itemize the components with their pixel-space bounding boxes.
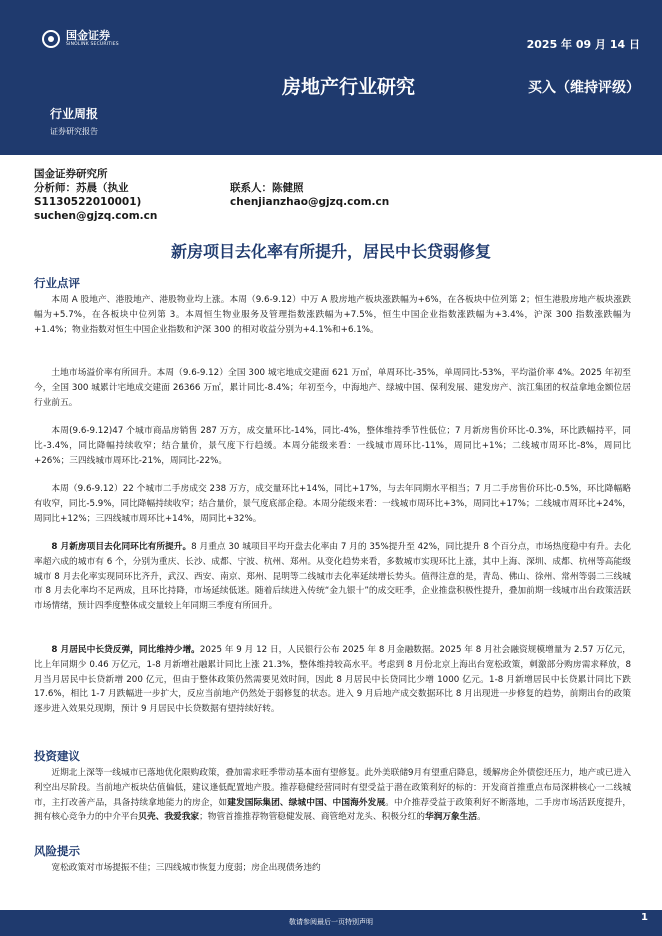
paragraph-destocking bbox=[34, 540, 631, 614]
report-date: 2025 年 09 月 14 日 bbox=[526, 38, 640, 51]
section-title-risk: 风险提示 bbox=[34, 844, 80, 858]
paragraph-new-home: 本周(9.6-9.12)47 个城市商品房销售 287 万方，成交量环比-14%，同比-4%，整体维持季节性低位；7 月新房售价环比-0.3%，环比跌幅持平，同比-3.4%，同比降幅持续收窄；结合量价，景气度下行趋缓。本周分能级来看：一线城市周环比-11%，周同比+1%；二线城市周环比-8%，周同比+26%；三四线城市周环比-21%，周同比-22%。 bbox=[34, 426, 631, 466]
logo-cn: 国金证券 bbox=[66, 29, 110, 42]
logo-icon bbox=[42, 30, 60, 48]
paragraph-land: 土地市场溢价率有所回升。本周（9.6-9.12）全国 300 城宅地成交建面 621 万㎡，单周环比-35%，单周同比-53%，平均溢价率 4%。2025 年初至今，全国 300 城累计宅地成交建面 26366 万㎡，累计同比-8.4%；年初至今，中海地产、绿城中国、保利发展、建发房产、滨江集团的权益拿地金额位居行业前五。 bbox=[34, 368, 631, 408]
invest-text-3: ；物管首推推荐物管稳健发展、商管绝对龙头、积极分红的 bbox=[199, 812, 425, 823]
paragraph-second-hand: 本周（9.6-9.12）22 个城市二手房成交 238 万方，成交量环比+14%，同比+17%，与去年同期水平相当；7 月二手房售价环比-0.5%，环比降幅略有收窄，同比-5.9%，同比降幅持续收窄；结合量价，景气度底部企稳。本周分能级来看：一线城市周环比+3%，周同比+17%；二线城市周环比+24%，周同比+12%；三四线城市周环比+14%，周同比+32%。 bbox=[34, 484, 631, 524]
rating-label: 买入（维持评级） bbox=[528, 80, 640, 96]
report-category: 行业周报 bbox=[50, 107, 99, 121]
contact-block bbox=[230, 181, 389, 209]
headline: 新房项目去化率有所提升，居民中长贷弱修复 bbox=[170, 242, 491, 261]
invest-text-4: 。 bbox=[477, 812, 486, 823]
section-title-invest: 投资建议 bbox=[34, 749, 80, 763]
analyst-line1: 分析师：苏晨（执业 bbox=[34, 182, 129, 194]
contact-email[interactable]: chenjianzhao@gjzq.com.cn bbox=[230, 196, 390, 208]
paragraph-risk: 宽松政策对市场提振不佳；三四线城市恢复力度弱；房企出现债务违约 bbox=[51, 863, 321, 873]
destocking-lead: 8 月新房项目去化同环比有所提升。 bbox=[51, 542, 192, 552]
paragraph-market: 本周 A 股地产、港股地产、港股物业均上涨。本周（9.6-9.12）中万 A 股房地产板块涨跌幅为+6%，在各板块中位列第 2；恒生港股房地产板块涨跌幅为+5.7%，在各板块中位列第 3。本周恒生物业服务及管理指数涨跌幅为+7.5%，恒生中国企业指数涨跌幅为+3.4%，沪深 300 指数涨跌幅为+1.4%；物业指数对恒生中国企业指数和沪深 300 的相对收益分别为+4.1%和+6.1%。 bbox=[34, 295, 631, 335]
section-title-review: 行业点评 bbox=[34, 276, 80, 290]
invest-picks-property: 华润万象生活 bbox=[424, 812, 478, 823]
invest-picks-agents: 贝壳、我爱我家 bbox=[138, 812, 200, 823]
analyst-email[interactable]: suchen@gjzq.com.cn bbox=[34, 210, 158, 222]
report-type: 证券研究报告 bbox=[50, 127, 98, 136]
logo-en: SINOLINK SECURITIES bbox=[66, 42, 119, 47]
contact-name: 联系人：陈健照 bbox=[230, 182, 304, 194]
analyst-block bbox=[34, 167, 157, 223]
invest-picks-developers: 建发国际集团、绿城中国、中国海外发展 bbox=[227, 797, 386, 808]
paragraph-loans bbox=[34, 643, 631, 717]
company-logo bbox=[42, 30, 119, 48]
institute-name: 国金证券研究所 bbox=[34, 168, 108, 180]
loans-text: 2025 年 9 月 12 日，人民银行公布 2025 年 8 月金融数据。2025 年 8 月社会融资规模增量为 2.57 万亿元，比上年同期少 0.46 万亿元，1-8 月新增社融累计同比上涨 21.3%，整体维持较高水平。考虑到 8 月份北京上海出台宽松政策，刺激部分购房需求释放，8 月当月居民中长贷新增 200 亿元，但由于整体政策仍然需要见效时间，因此 8 月居民中长贷同比少增 1000 亿元。1-8 月新增居民中长贷累计同比下跌 17.6%，相比 1-7 月跌幅进一步扩大，反应当前地产仍然处于弱修复的状态。进入 9 月后地产成交数据环比 8 月出现进一步修复的趋势，前期出台的政策逐步进入效果兑现期，预计 9 月居民中长贷数据有望持续好转。 bbox=[34, 645, 631, 715]
footer-disclaimer: 敬请参阅最后一页特别声明 bbox=[289, 918, 373, 926]
invest-text-2: 。中介推荐受益于政策利好不断落地，二手房市场活跃度提升，拥有核心竞争力的中介平台 bbox=[34, 797, 632, 823]
invest-text-1: 近期北上深等一线城市已落地优化限购政策，叠加需求旺季带动基本面有望修复。此外美联储9月有望重启降息，缓解房企外债偿还压力，地产或已进入利空出尽阶段。当前地产板块估值偏低，建议逢低配置地产股。推荐稳健经营同时有望受益于潜在政策利好的标的：开发商首推重点布局深耕核心一二线城市，主打改善产品，具备持续拿地能力的房企，如 bbox=[34, 768, 631, 808]
destocking-text: 8 月重点 30 城项目平均开盘去化率由 7 月的 35%提升至 42%，同比提升 8 个百分点，市场热度稳中有升。去化率超六成的城市有 6 个，分别为重庆、长沙、成都、宁波、杭州、郑州。从变化趋势来看，多数城市实现环比上涨，其中上海、深圳、成都、杭州等高能级城市 8 月去化率实现同环比齐升，武汉、西安、南京、郑州、昆明等二线城市去化率延续增长势头。值得注意的是，青岛、佛山、徐州、常州等弱二三线城市 8 月去化率均不足两成，且环比持降，市场延续低迷。随着后续进入传统“金九银十”的成交旺季，企业推盘积极性提升，叠加前期一线城市出台政策活跃市场情绪，预计四季度整体成交量较上年同期三季度有所回升。 bbox=[34, 542, 631, 612]
loans-lead: 8 月居民中长贷反弹，同比维持少增。 bbox=[51, 645, 200, 655]
analyst-line2: S1130522010001) bbox=[34, 196, 142, 208]
page-number: 1 bbox=[641, 912, 648, 923]
paragraph-invest bbox=[34, 766, 631, 825]
report-title: 房地产行业研究 bbox=[282, 76, 416, 98]
